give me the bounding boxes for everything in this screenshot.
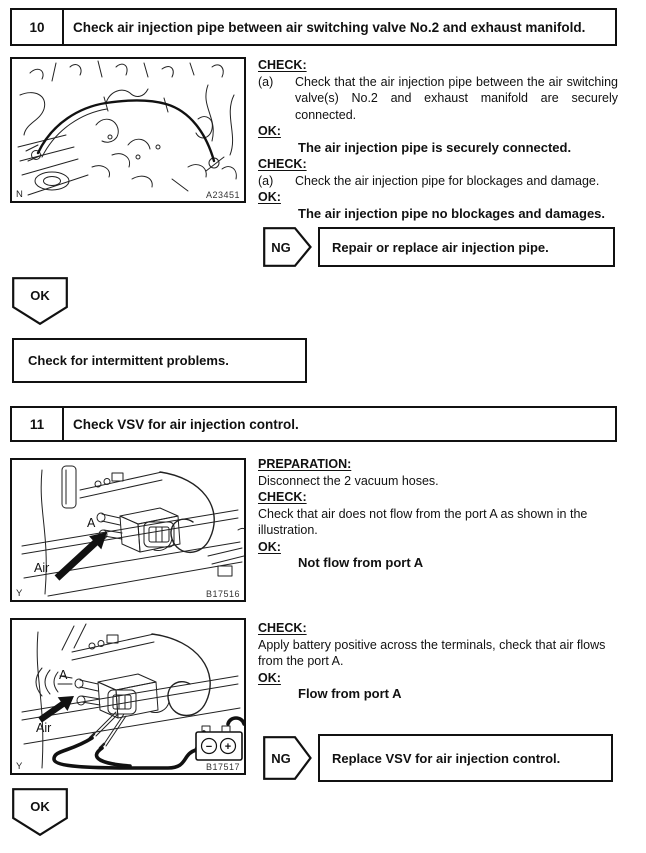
check-text: Check that air does not flow from the port A as shown in the illustration.	[258, 506, 588, 537]
ng-action-text: Repair or replace air injection pipe.	[332, 239, 549, 255]
air-flow-arrow-icon	[38, 696, 74, 723]
item-text: Check the air injection pipe for blockages and damage.	[295, 173, 600, 188]
item-marker: (a)	[258, 74, 274, 89]
intermittent-problems-box	[12, 338, 307, 383]
figure-code: B17516	[205, 589, 240, 599]
ng-connector	[263, 227, 312, 267]
step-11-title: Check VSV for air injection control.	[73, 416, 299, 432]
preparation-heading: PREPARATION:	[258, 457, 352, 471]
ok-heading: OK:	[258, 539, 281, 554]
check-item	[258, 74, 618, 124]
battery-minus-sign: −	[205, 741, 213, 753]
port-a-label: A	[59, 668, 68, 682]
vsv-battery-illustration	[10, 618, 246, 775]
ok-result: Flow from port A	[298, 686, 402, 701]
figure-corner-label: Y	[16, 588, 23, 599]
port-a-label: A	[87, 516, 96, 530]
check-text: Apply battery positive across the terminals, check that air flows from the port A.	[258, 637, 606, 668]
intermittent-problems-text: Check for intermittent problems.	[28, 353, 229, 368]
ok-connector	[12, 277, 68, 325]
vsv-art	[12, 460, 244, 600]
step-11-header	[10, 406, 617, 442]
figure-corner-label: Y	[16, 761, 23, 772]
ok-label: OK	[30, 798, 50, 814]
check-item	[258, 173, 618, 190]
ng-connector	[263, 736, 312, 780]
ok-heading: OK:	[258, 670, 281, 685]
step-10-header	[10, 8, 617, 46]
ok-result: Not flow from port A	[298, 555, 424, 570]
step-10-instructions	[258, 57, 618, 222]
item-text: Check that the air injection pipe between the air switching valve(s) No.2 and exhaust manifold are securely connected.	[295, 74, 618, 122]
vsv-battery-art	[12, 620, 244, 773]
ng-label: NG	[271, 239, 291, 255]
ng-action-box	[318, 227, 615, 267]
item-marker: (a)	[258, 173, 274, 188]
figure-code: B17517	[205, 762, 240, 772]
step-10-number: 10	[12, 10, 64, 44]
engine-bay-illustration	[10, 57, 246, 203]
preparation-text: Disconnect the 2 vacuum hoses.	[258, 473, 439, 488]
ok-result: The air injection pipe is securely connected.	[298, 139, 572, 155]
ok-heading: OK:	[258, 190, 281, 204]
battery-icon	[54, 718, 244, 768]
vsv-illustration	[10, 458, 246, 602]
air-label: Air	[36, 721, 52, 735]
ng-label: NG	[271, 750, 291, 766]
figure-code: A23451	[205, 190, 240, 200]
check-heading: CHECK:	[258, 490, 307, 504]
figure-corner-label: N	[16, 189, 23, 200]
air-label: Air	[34, 561, 50, 575]
check-heading: CHECK:	[258, 157, 307, 171]
ok-connector	[12, 788, 68, 836]
ng-action-box	[318, 734, 613, 782]
step-11-number: 11	[12, 408, 64, 440]
step-10-title: Check air injection pipe between air switching valve No.2 and exhaust manifold.	[73, 19, 586, 35]
air-injection-pipe-line	[38, 100, 214, 161]
check-heading: CHECK:	[258, 621, 307, 635]
step-11-check	[258, 620, 618, 703]
ok-label: OK	[30, 287, 50, 303]
step-11-preparation	[258, 456, 618, 572]
ng-action-text: Replace VSV for air injection control.	[332, 750, 561, 766]
check-heading: CHECK:	[258, 58, 307, 72]
battery-plus-sign: +	[224, 741, 232, 753]
ok-result: The air injection pipe no blockages and damages.	[298, 205, 606, 221]
ok-heading: OK:	[258, 124, 281, 138]
engine-bay-art	[12, 59, 244, 201]
